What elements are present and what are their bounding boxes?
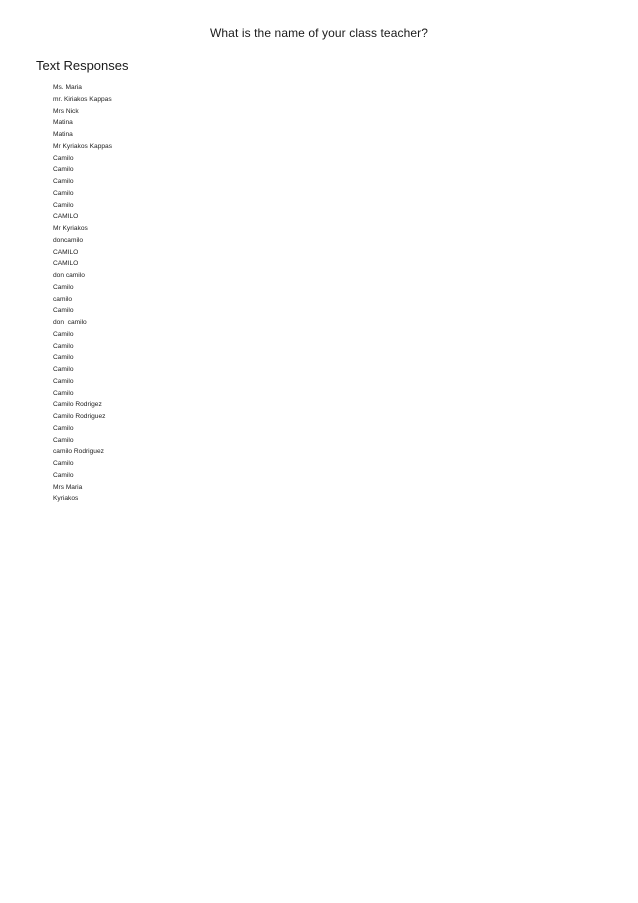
response-item: Camilo <box>53 366 74 373</box>
response-item: Camilo <box>53 201 74 209</box>
response-item: doncamilo <box>53 236 84 244</box>
response-item: Camilo <box>53 154 74 162</box>
response-item: Mr Kyriakos <box>53 225 88 232</box>
response-item: don camilo <box>53 319 87 326</box>
response-item: CAMILO <box>53 248 79 256</box>
response-item: Camilo <box>53 424 74 432</box>
response-list <box>53 82 112 505</box>
response-item: Camilo <box>53 471 74 479</box>
response-item: Camilo <box>53 377 74 385</box>
response-item: Camilo <box>53 189 74 197</box>
section-title: Text Responses <box>36 58 129 73</box>
response-item: Kyriakos <box>53 495 79 503</box>
response-item: Camilo <box>53 354 74 362</box>
response-item: Camilo Rodriguez <box>53 413 106 420</box>
response-item: Camilo <box>53 178 74 185</box>
response-item: Camilo <box>53 436 74 444</box>
response-item: Camilo <box>53 166 74 174</box>
response-item: Matina <box>53 119 73 127</box>
response-item: Camilo <box>53 342 74 350</box>
response-item: Camilo <box>53 283 74 291</box>
response-item: Camilo <box>53 307 74 315</box>
response-item: Camilo Rodrigez <box>53 401 102 409</box>
response-item: don camilo <box>53 272 85 279</box>
response-item: mr. Kiriakos Kappas <box>53 95 112 103</box>
response-item: CAMILO <box>53 260 79 268</box>
response-item: Mr Kyriakos Kappas <box>53 142 112 150</box>
response-item: Ms. Maria <box>53 84 82 91</box>
response-item: Mrs Nick <box>53 107 79 115</box>
response-item: Matina <box>53 131 73 138</box>
response-item: camilo Rodriguez <box>53 448 104 456</box>
response-item: CAMILO <box>53 213 79 221</box>
response-item: Camilo <box>53 330 74 338</box>
response-item: Mrs Maria <box>53 483 83 491</box>
response-item: Camilo <box>53 460 74 467</box>
response-item: camilo <box>53 295 73 303</box>
response-item: Camilo <box>53 389 74 397</box>
question-title: What is the name of your class teacher? <box>209 26 428 40</box>
